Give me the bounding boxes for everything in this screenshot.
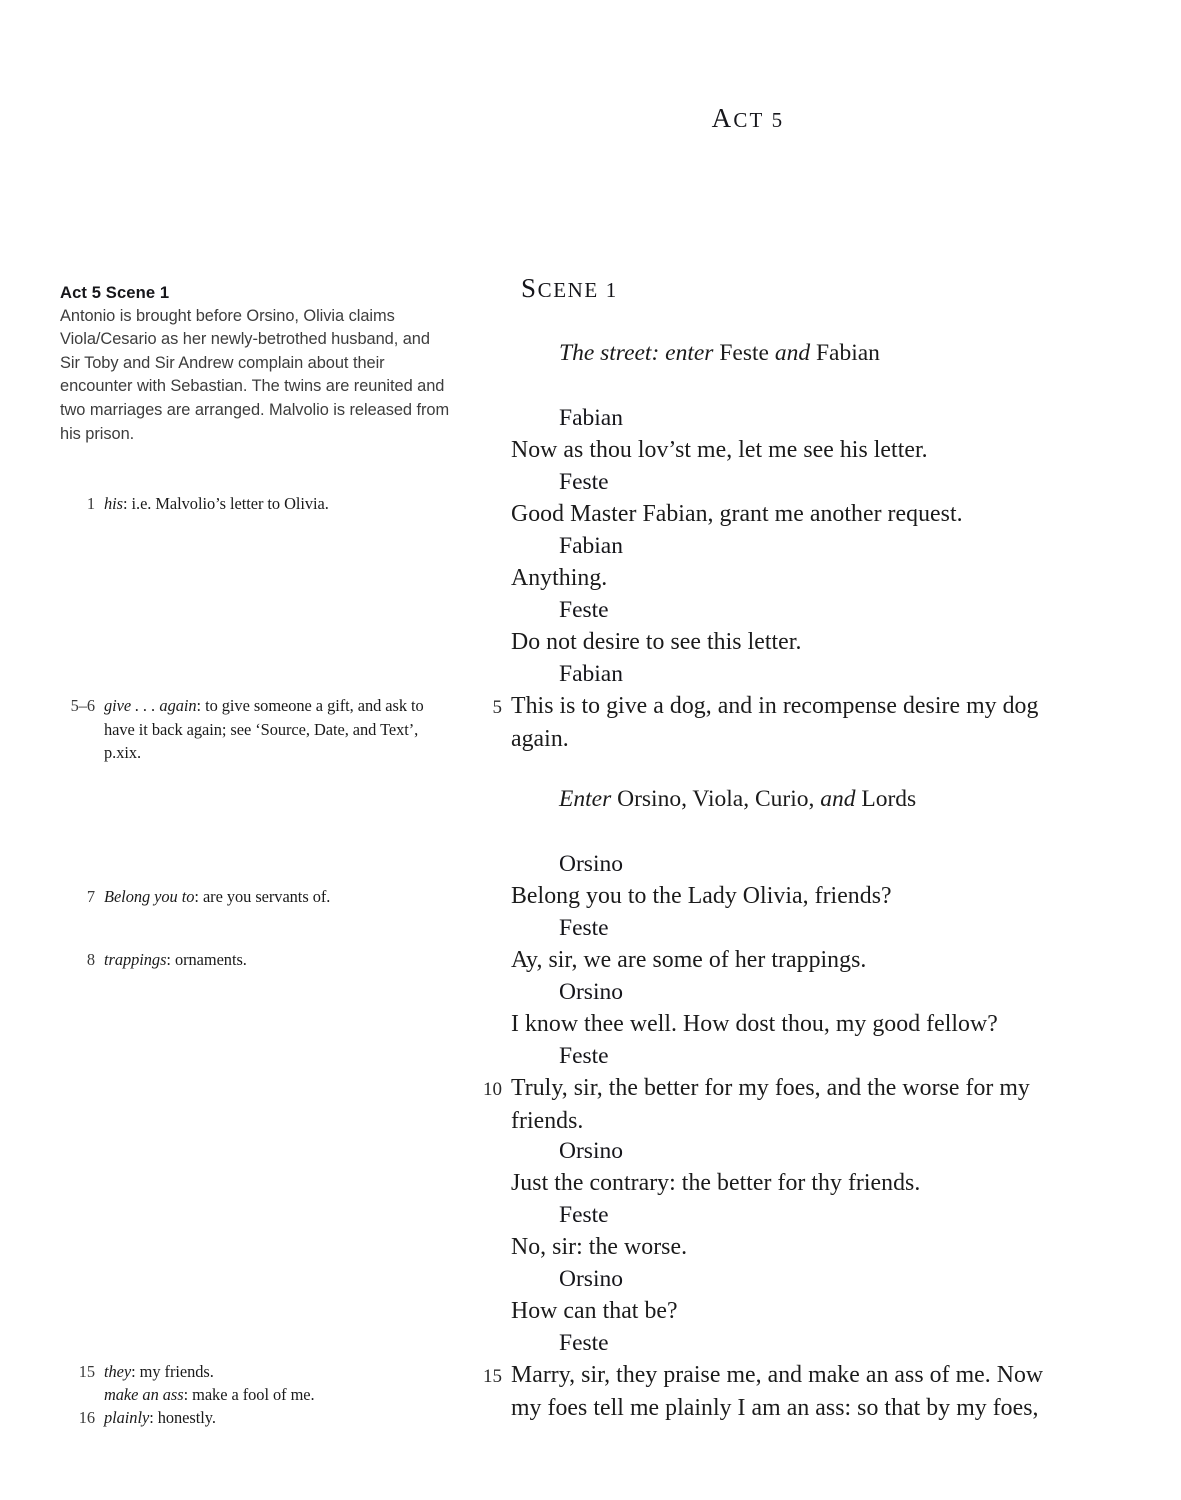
speaker-name: Orsino bbox=[559, 1138, 623, 1164]
verse-line bbox=[470, 1296, 1140, 1328]
line-text: Do not desire to see this letter. bbox=[511, 628, 802, 655]
speaker-name: Feste bbox=[559, 915, 609, 941]
speech bbox=[470, 1264, 1140, 1328]
gloss-lemma: his bbox=[104, 494, 123, 513]
speech bbox=[470, 1200, 1140, 1264]
line-number bbox=[470, 724, 511, 725]
line-number bbox=[470, 627, 511, 628]
gloss-note bbox=[60, 885, 450, 909]
line-text: How can that be? bbox=[511, 1297, 678, 1324]
stage-direction-italic: Enter bbox=[559, 786, 618, 812]
gloss-note bbox=[60, 694, 450, 765]
line-number bbox=[470, 1393, 511, 1394]
gloss-line-number: 8 bbox=[86, 950, 95, 969]
gloss-definition: : are you servants of. bbox=[194, 887, 331, 906]
stage-direction-roman: Fabian bbox=[815, 340, 880, 366]
gloss-body bbox=[104, 885, 450, 909]
line-number: 10 bbox=[483, 1078, 502, 1100]
line-number bbox=[470, 563, 511, 564]
gloss-definition: : ornaments. bbox=[166, 950, 247, 969]
speech bbox=[470, 595, 1140, 659]
line-number: 15 bbox=[483, 1365, 502, 1387]
speaker-name: Orsino bbox=[559, 1266, 623, 1292]
speech bbox=[470, 659, 1140, 756]
gloss-definition: : to give someone a gift, and ask to have it back again; see ‘Source, Date, and Text’, p.xix. bbox=[104, 696, 424, 763]
stage-direction-italic: The street: enter bbox=[559, 340, 720, 366]
act-title-initial: A bbox=[711, 103, 734, 133]
gloss-lemma: trappings bbox=[104, 950, 167, 969]
speech bbox=[470, 403, 1140, 467]
gloss-note bbox=[60, 492, 450, 516]
verse-line bbox=[470, 1232, 1140, 1264]
line-number bbox=[470, 1106, 511, 1107]
line-text: This is to give a dog, and in recompense desire my dog bbox=[511, 692, 1039, 719]
stage-direction-italic: and bbox=[774, 340, 816, 366]
line-number: 5 bbox=[492, 696, 502, 718]
speaker-name: Feste bbox=[559, 469, 609, 495]
gloss-definition: : make a fool of me. bbox=[183, 1385, 315, 1404]
speaker-name: Feste bbox=[559, 1330, 609, 1356]
speaker-name: Fabian bbox=[559, 405, 623, 431]
gloss-lemma: give . . . again bbox=[104, 696, 197, 715]
gloss-line-number: 1 bbox=[86, 494, 95, 513]
commentary-heading: Act 5 Scene 1 bbox=[60, 283, 170, 302]
scene-heading-initial: S bbox=[521, 273, 538, 303]
line-number bbox=[470, 1232, 511, 1233]
stage-direction-roman: Feste bbox=[719, 340, 775, 366]
gloss-body bbox=[104, 948, 450, 972]
speaker-name: Feste bbox=[559, 597, 609, 623]
verse-line bbox=[470, 1073, 1140, 1106]
line-text: Truly, sir, the better for my foes, and the worse for my bbox=[511, 1074, 1030, 1101]
gloss-definition: : my friends. bbox=[131, 1362, 214, 1381]
line-text: my foes tell me plainly I am an ass: so that by my foes, bbox=[511, 1394, 1039, 1421]
gloss-definition: : honestly. bbox=[149, 1408, 216, 1427]
line-text: Now as thou lov’st me, let me see his letter. bbox=[511, 436, 928, 463]
gloss-note bbox=[60, 1406, 450, 1430]
line-number bbox=[470, 1296, 511, 1297]
running-head bbox=[0, 103, 1181, 134]
speaker-name: Fabian bbox=[559, 661, 623, 687]
line-number bbox=[470, 945, 511, 946]
speaker-name: Orsino bbox=[559, 979, 623, 1005]
speech bbox=[470, 977, 1140, 1041]
gloss-definition: : i.e. Malvolio’s letter to Olivia. bbox=[122, 494, 329, 513]
line-text: Good Master Fabian, grant me another request. bbox=[511, 500, 963, 527]
scene-heading bbox=[521, 273, 618, 304]
speech bbox=[470, 849, 1140, 913]
gloss-lemma: Belong you to bbox=[104, 887, 195, 906]
line-text: Marry, sir, they praise me, and make an ass of me. Now bbox=[511, 1361, 1044, 1388]
verse-line bbox=[470, 499, 1140, 531]
gloss-body bbox=[104, 694, 450, 765]
stage-direction bbox=[559, 337, 880, 369]
line-number bbox=[470, 1168, 511, 1169]
act-title-rest: CT 5 bbox=[733, 108, 785, 132]
gloss-lemma: they bbox=[104, 1362, 132, 1381]
line-text: again. bbox=[511, 725, 569, 752]
stage-direction-roman: Orsino, Viola, Curio, bbox=[617, 786, 821, 812]
gloss-lemma: make an ass bbox=[104, 1385, 184, 1404]
verse-line bbox=[470, 627, 1140, 659]
speaker-name: Feste bbox=[559, 1202, 609, 1228]
gloss-body bbox=[104, 1383, 450, 1407]
scene-heading-rest: CENE 1 bbox=[537, 278, 618, 302]
speech bbox=[470, 1041, 1140, 1138]
line-text: I know thee well. How dost thou, my good fellow? bbox=[511, 1010, 998, 1037]
verse-line bbox=[470, 881, 1140, 913]
line-number bbox=[470, 1009, 511, 1010]
commentary-summary: Antonio is brought before Orsino, Olivia claims Viola/Cesario as her newly-betrothed husband, and Sir Toby and Sir Andrew complain about their encounter with Sebastian. The twins are reunited and two marriages are arranged. Malvolio is released from his prison. bbox=[60, 306, 450, 443]
stage-direction-roman: Lords bbox=[861, 786, 917, 812]
verse-line bbox=[470, 563, 1140, 595]
gloss-line-number: 16 bbox=[78, 1408, 95, 1427]
verse-line bbox=[470, 1168, 1140, 1200]
line-number bbox=[470, 435, 511, 436]
verse-line bbox=[470, 724, 1140, 756]
stage-direction-italic: and bbox=[820, 786, 862, 812]
stage-direction bbox=[559, 783, 916, 815]
gloss-line-number: 15 bbox=[78, 1362, 95, 1381]
gloss-lemma: plainly bbox=[104, 1408, 150, 1427]
gloss-body bbox=[104, 1360, 450, 1384]
line-text: Ay, sir, we are some of her trappings. bbox=[511, 946, 867, 973]
line-text: friends. bbox=[511, 1107, 584, 1134]
gloss-line-number: 5–6 bbox=[70, 696, 95, 715]
speech bbox=[470, 913, 1140, 977]
line-number bbox=[470, 499, 511, 500]
verse-line bbox=[470, 1360, 1140, 1393]
line-text: Anything. bbox=[511, 564, 608, 591]
gloss-body bbox=[104, 1406, 450, 1430]
speech bbox=[470, 1328, 1140, 1425]
verse-line bbox=[470, 435, 1140, 467]
verse-line bbox=[470, 691, 1140, 724]
gloss-note bbox=[60, 948, 450, 972]
verse-line bbox=[470, 945, 1140, 977]
gloss-note bbox=[60, 1360, 450, 1384]
verse-line bbox=[470, 1393, 1140, 1425]
speaker-name: Fabian bbox=[559, 533, 623, 559]
speech bbox=[470, 467, 1140, 531]
speech bbox=[470, 531, 1140, 595]
gloss-note bbox=[60, 1383, 450, 1407]
line-text: No, sir: the worse. bbox=[511, 1233, 688, 1260]
speech bbox=[470, 1136, 1140, 1200]
line-number bbox=[470, 881, 511, 882]
speaker-name: Orsino bbox=[559, 851, 623, 877]
line-text: Belong you to the Lady Olivia, friends? bbox=[511, 882, 892, 909]
gloss-body bbox=[104, 492, 450, 516]
commentary-column bbox=[60, 281, 450, 446]
line-text: Just the contrary: the better for thy friends. bbox=[511, 1169, 921, 1196]
verse-line bbox=[470, 1009, 1140, 1041]
gloss-line-number: 7 bbox=[86, 887, 95, 906]
verse-line bbox=[470, 1106, 1140, 1138]
act-title bbox=[712, 103, 785, 133]
speaker-name: Feste bbox=[559, 1043, 609, 1069]
